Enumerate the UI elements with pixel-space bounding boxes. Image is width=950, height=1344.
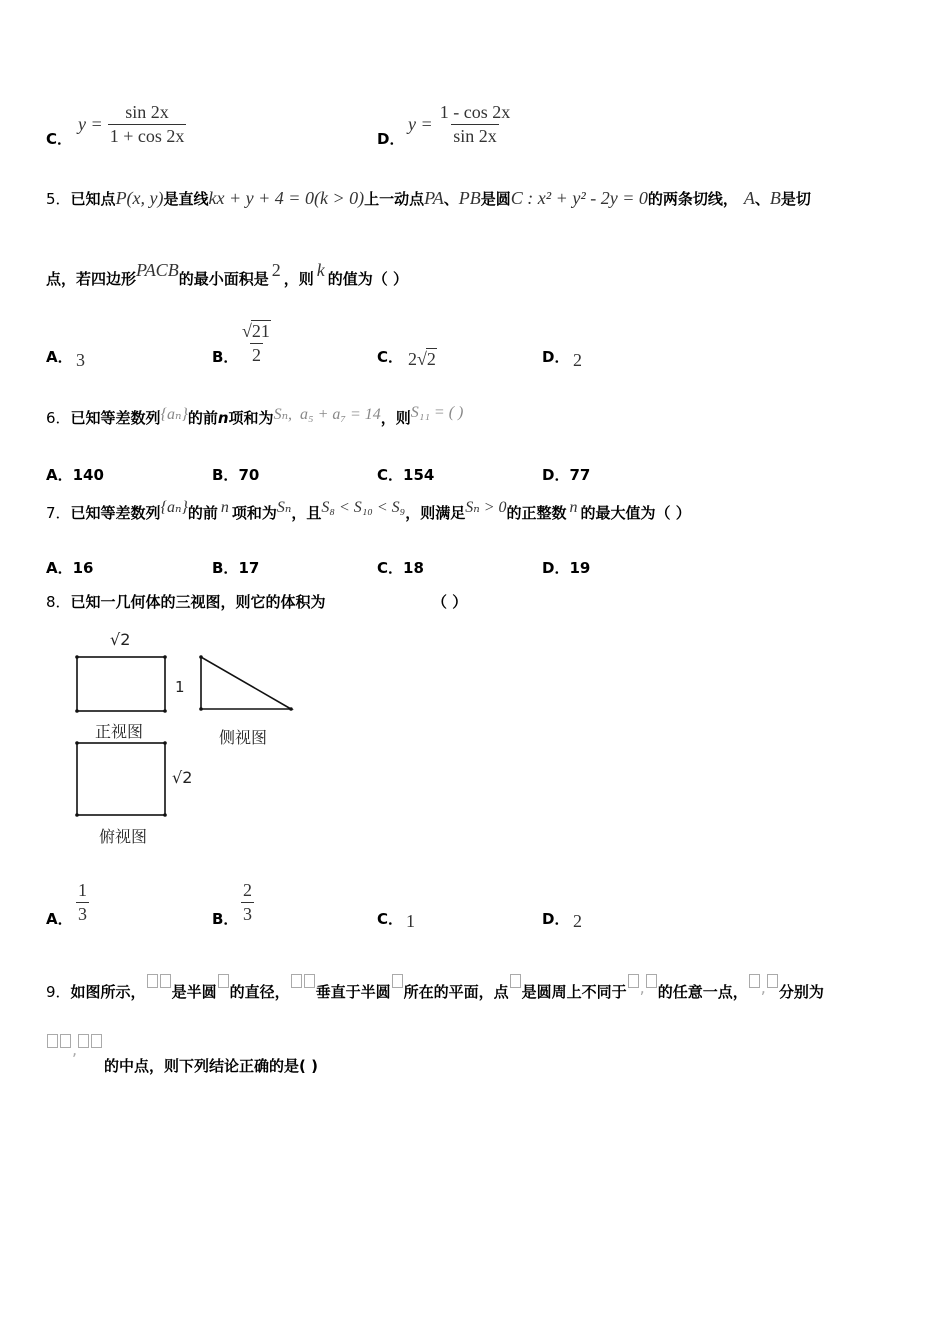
q7-a-label: A．	[46, 559, 73, 577]
q5-point: P(x, y)	[115, 188, 164, 208]
q5-sep-1: 、	[443, 190, 459, 208]
q6-text-1: 已知等差数列	[70, 409, 161, 427]
front-side-dimension: 1	[175, 678, 185, 696]
front-view-label: 正视图	[95, 722, 144, 741]
side-view-triangle	[201, 657, 291, 709]
top-view-label: 俯视图	[99, 827, 148, 846]
q7-b-label: B．	[212, 559, 239, 577]
q8-option-c-value: 1	[406, 911, 415, 931]
q6-d-value: 77	[569, 466, 591, 484]
q8-option-b-value	[241, 880, 254, 925]
side-view-label: 侧视图	[219, 728, 268, 747]
q6-n: n	[217, 409, 229, 427]
q8-b-denominator: 3	[243, 904, 252, 924]
q6-line	[46, 404, 463, 428]
q4-d-denominator: sin 2x	[453, 126, 497, 146]
q5-sep-2: 、	[754, 190, 770, 208]
q5-line2-text-3: ，则	[283, 270, 314, 288]
q7-inequality: Sₙ > 0	[465, 499, 507, 516]
q7-condition: S₈ < S₁₀ < S₉	[321, 499, 406, 516]
front-view-rect	[77, 657, 165, 711]
q4-option-c-formula	[78, 102, 186, 147]
q7-c-label: C．	[377, 559, 404, 577]
q7-n2: n	[569, 499, 578, 516]
q7-text-6: 的正整数	[506, 504, 567, 522]
q5-option-c-label: C．	[377, 348, 404, 366]
q5-quad: PACB	[136, 260, 179, 280]
q7-d-value: 19	[569, 559, 591, 577]
q9-line2-text: 的中点，则下列结论正确的是( )	[104, 1057, 318, 1075]
q6-option-b	[212, 464, 259, 485]
q5-pa: PA	[424, 188, 444, 208]
q4-c-denominator: 1 + cos 2x	[109, 126, 185, 146]
q5-circle-eq: C : x² + y² - 2y = 0	[510, 188, 648, 208]
q5-option-d-label: D．	[542, 348, 570, 366]
q6-b-label: B．	[212, 466, 239, 484]
q5-text-2: 是直线	[163, 190, 209, 208]
q8-a-denominator: 3	[78, 904, 87, 924]
q9-placeholder-segments: ,	[46, 1040, 103, 1059]
q7-c-value: 18	[403, 559, 424, 577]
q5-line1	[46, 188, 811, 209]
q9-line1	[46, 978, 824, 1002]
q4-option-d-formula	[408, 102, 512, 147]
q9-placeholder-c	[509, 978, 522, 997]
q9-text-6: 是圆周上不同于	[521, 983, 627, 1001]
q4-d-numerator: 1 - cos 2x	[439, 102, 511, 122]
q4-option-d-label: D．	[377, 130, 405, 148]
q7-n: n	[220, 499, 229, 516]
q7-option-a	[46, 557, 93, 578]
q8-option-b-label: B．	[212, 910, 239, 928]
q7-line	[46, 497, 691, 523]
q8-option-d-label: D．	[542, 910, 570, 928]
q9-number: 9．	[46, 983, 71, 1001]
q7-a-value: 16	[72, 559, 94, 577]
q7-text-4: ，且	[291, 504, 322, 522]
q8-option-a-value	[76, 880, 89, 925]
q8-paren: （ ）	[432, 593, 468, 611]
q5-option-b-label: B．	[212, 348, 239, 366]
q7-b-value: 17	[238, 559, 260, 577]
q5-line2-text-4: 的值为（ ）	[327, 270, 408, 288]
q6-a-label: A．	[46, 466, 73, 484]
q5-point-b: B	[769, 188, 781, 208]
q9-text-1: 如图所示，	[70, 983, 146, 1001]
q6-c-label: C．	[377, 466, 404, 484]
q9-line2	[46, 1040, 103, 1065]
q8-b-fraction	[241, 880, 254, 925]
q7-text-2: 的前	[187, 504, 218, 522]
q5-number: 5．	[46, 190, 71, 208]
q7-number: 7．	[46, 504, 71, 522]
q9-text-3: 的直径，	[229, 983, 290, 1001]
q5-pb: PB	[458, 188, 481, 208]
q5-area: 2	[271, 260, 281, 280]
q5-text-6: 是切	[780, 190, 811, 208]
q5-b-numerator: √21	[242, 321, 270, 341]
q6-option-a	[46, 464, 104, 485]
q5-text-4: 是圆	[480, 190, 511, 208]
q6-ask: S₁₁ = ( )	[410, 404, 464, 421]
q8-a-fraction	[76, 880, 89, 925]
q4-d-lhs: y =	[408, 114, 433, 134]
q7-option-d	[542, 557, 590, 578]
q9-text-4: 垂直于半圆	[315, 983, 391, 1001]
front-top-dimension: √2	[110, 630, 131, 649]
q5-option-d-value: 2	[573, 350, 582, 370]
q6-option-c	[377, 464, 434, 485]
q6-sn: Sₙ,	[273, 406, 293, 423]
q5-line2-text-2: 的最小面积是	[178, 270, 269, 288]
q5-b-fraction	[240, 320, 273, 366]
q6-text-3: 项和为	[228, 409, 274, 427]
q5-line-eq: kx + y + 4 = 0(k > 0)	[208, 188, 365, 208]
q9-text-2: 是半圆	[171, 983, 217, 1001]
q7-sn: Sₙ	[276, 499, 292, 516]
q5-option-a-value: 3	[76, 350, 85, 370]
q4-c-lhs: y =	[78, 114, 103, 134]
q5-point-a: A	[743, 188, 755, 208]
q8-text: 已知一几何体的三视图，则它的体积为	[70, 593, 326, 611]
q6-option-d	[542, 464, 590, 485]
q9-placeholder-a-b: ,	[627, 978, 658, 997]
q4-option-c-label: C．	[46, 130, 73, 148]
q9-text-5: 所在的平面，点	[403, 983, 509, 1001]
q6-condition: a₅ + a₇ = 14	[300, 406, 381, 423]
q5-text-5: 的两条切线，	[647, 190, 738, 208]
q6-text-4: ，则	[380, 409, 411, 427]
q8-b-numerator: 2	[243, 880, 252, 900]
q8-a-numerator: 1	[78, 880, 87, 900]
q4-c-fraction	[108, 102, 187, 147]
q5-option-b-value	[240, 320, 273, 366]
q5-line2	[46, 260, 408, 289]
q5-text-3: 上一动点	[364, 190, 425, 208]
q7-seq: {aₙ}	[160, 499, 188, 516]
q8-option-a-label: A．	[46, 910, 73, 928]
q9-placeholder-ab	[146, 978, 172, 997]
q6-seq: {aₙ}	[160, 406, 188, 423]
top-side-dimension: √2	[172, 768, 193, 787]
q7-text-7: 的最大值为（ ）	[580, 504, 691, 522]
q9-placeholder-o2	[391, 978, 404, 997]
q8-option-d-value: 2	[573, 911, 582, 931]
q6-b-value: 70	[238, 466, 260, 484]
q6-number: 6．	[46, 409, 71, 427]
q8-line	[46, 591, 326, 612]
q7-option-b	[212, 557, 259, 578]
q5-k: k	[316, 260, 325, 280]
q5-c-coef: 2	[408, 349, 417, 369]
q9-text-7: 的任意一点，	[657, 983, 748, 1001]
q8-number: 8．	[46, 593, 71, 611]
q9-placeholder-pa	[290, 978, 316, 997]
q5-option-c-value: 2√2	[408, 349, 436, 369]
q7-option-c	[377, 557, 424, 578]
q5-b-radicand: 21	[251, 321, 270, 341]
q6-text-2: 的前	[187, 409, 218, 427]
q8-option-c-label: C．	[377, 910, 404, 928]
q4-d-fraction	[438, 102, 513, 147]
q7-text-3: 项和为	[231, 504, 277, 522]
q6-d-label: D．	[542, 466, 570, 484]
q5-line2-text-1: 点，若四边形	[46, 270, 137, 288]
q4-c-numerator: sin 2x	[125, 102, 169, 122]
q5-text-1: 已知点	[70, 190, 116, 208]
q9-placeholder-o	[217, 978, 230, 997]
q7-text-1: 已知等差数列	[70, 504, 161, 522]
q9-placeholder-e-f: ,	[748, 978, 779, 997]
q6-a-value: 140	[72, 466, 104, 484]
q5-option-a-label: A．	[46, 348, 73, 366]
q5-b-denominator: 2	[251, 345, 261, 365]
q9-text-8: 分别为	[778, 983, 824, 1001]
q7-d-label: D．	[542, 559, 570, 577]
top-view-rect	[77, 743, 165, 815]
q7-text-5: ，则满足	[405, 504, 466, 522]
q6-c-value: 154	[403, 466, 435, 484]
q5-c-radicand: 2	[426, 349, 436, 369]
